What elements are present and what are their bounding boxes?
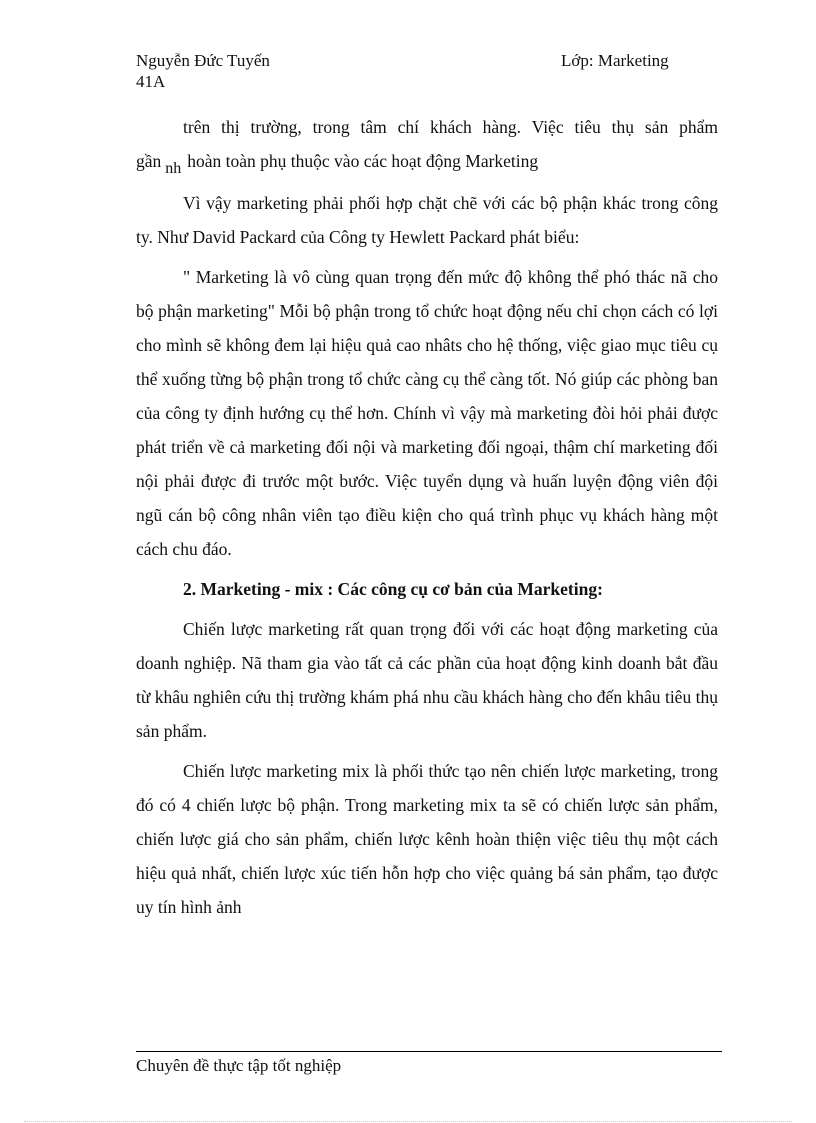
paragraph-5: Chiến lược marketing mix là phối thức tạo nên chiến lược marketing, trong đó có 4 chiến lược bộ phận. Trong marketing mix ta sẽ có chiến lược sản phẩm, chiến lược giá cho sản phẩm, chiến lược kênh hoàn thiện việc tiêu thụ một cách hiệu quả nhất, chiến lược xúc tiến hỗn hợp cho việc quảng bá sản phẩm, tạo được uy tín hình ảnh (136, 761, 718, 917)
paragraph-3-quote: " Marketing là vô cùng quan trọng đến mức độ không thể phó thác nã cho bộ phận marketing" Mỗi bộ phận trong tổ chức hoạt động nếu chỉ chọn cách có lợi cho mình sẽ không đem lại hiệu quả cao nhâts cho hệ thống, việc giao mục tiêu cụ thể xuống từng bộ phận trong tổ chức càng cụ thể càng tốt. Nó giúp các phòng ban của công ty định hướng cụ thể hơn. Chính vì vậy mà marketing đòi hỏi phải được phát triển về cả marketing đối nội và marketing đối ngoại, thậm chí marketing đối nội phải được đi trước một bước. Việc tuyển dụng và huấn luyện động viên đội ngũ cán bộ công nhân viên tạo điều kiện cho quá trình phục vụ khách hàng một cách chu đáo. (136, 267, 718, 559)
author-name: Nguyễn Đức Tuyến (136, 51, 270, 70)
paragraph-1-text-continued: hoàn toàn phụ thuộc vào các hoạt động Marketing (187, 151, 539, 171)
page-bottom-edge (24, 1121, 792, 1122)
paragraph-2: Vì vậy marketing phải phối hợp chặt chẽ với các bộ phận khác trong công ty. Như David Packard của Công ty Hewlett Packard phát biểu: (136, 193, 718, 247)
footer-divider (136, 1051, 722, 1052)
page-header-class: Lớp: Marketing (561, 51, 669, 70)
document-body (136, 110, 718, 930)
page-footer: Chuyên đề thực tập tốt nghiệp (136, 1056, 342, 1075)
paragraph-4: Chiến lược marketing rất quan trọng đối với các hoạt động marketing của doanh nghiệp. Nã tham gia vào tất cả các phần của hoạt động kinh doanh bắt đầu từ khâu nghiên cứu thị trường khám phá nhu cầu khách hàng cho đến khâu tiêu thụ sản phẩm. (136, 619, 718, 741)
paragraph-1-text: trên thị trường, trong tâm chí khách hàng. Việc tiêu thụ sản phẩm gần (136, 117, 718, 171)
page-header-author (136, 50, 270, 92)
section-heading: 2. Marketing - mix : Các công cụ cơ bản của Marketing: (183, 579, 603, 599)
paragraph-1 (136, 110, 718, 180)
author-class-code: 41A (136, 72, 166, 91)
paragraph-1-subscript: nh (165, 160, 182, 177)
